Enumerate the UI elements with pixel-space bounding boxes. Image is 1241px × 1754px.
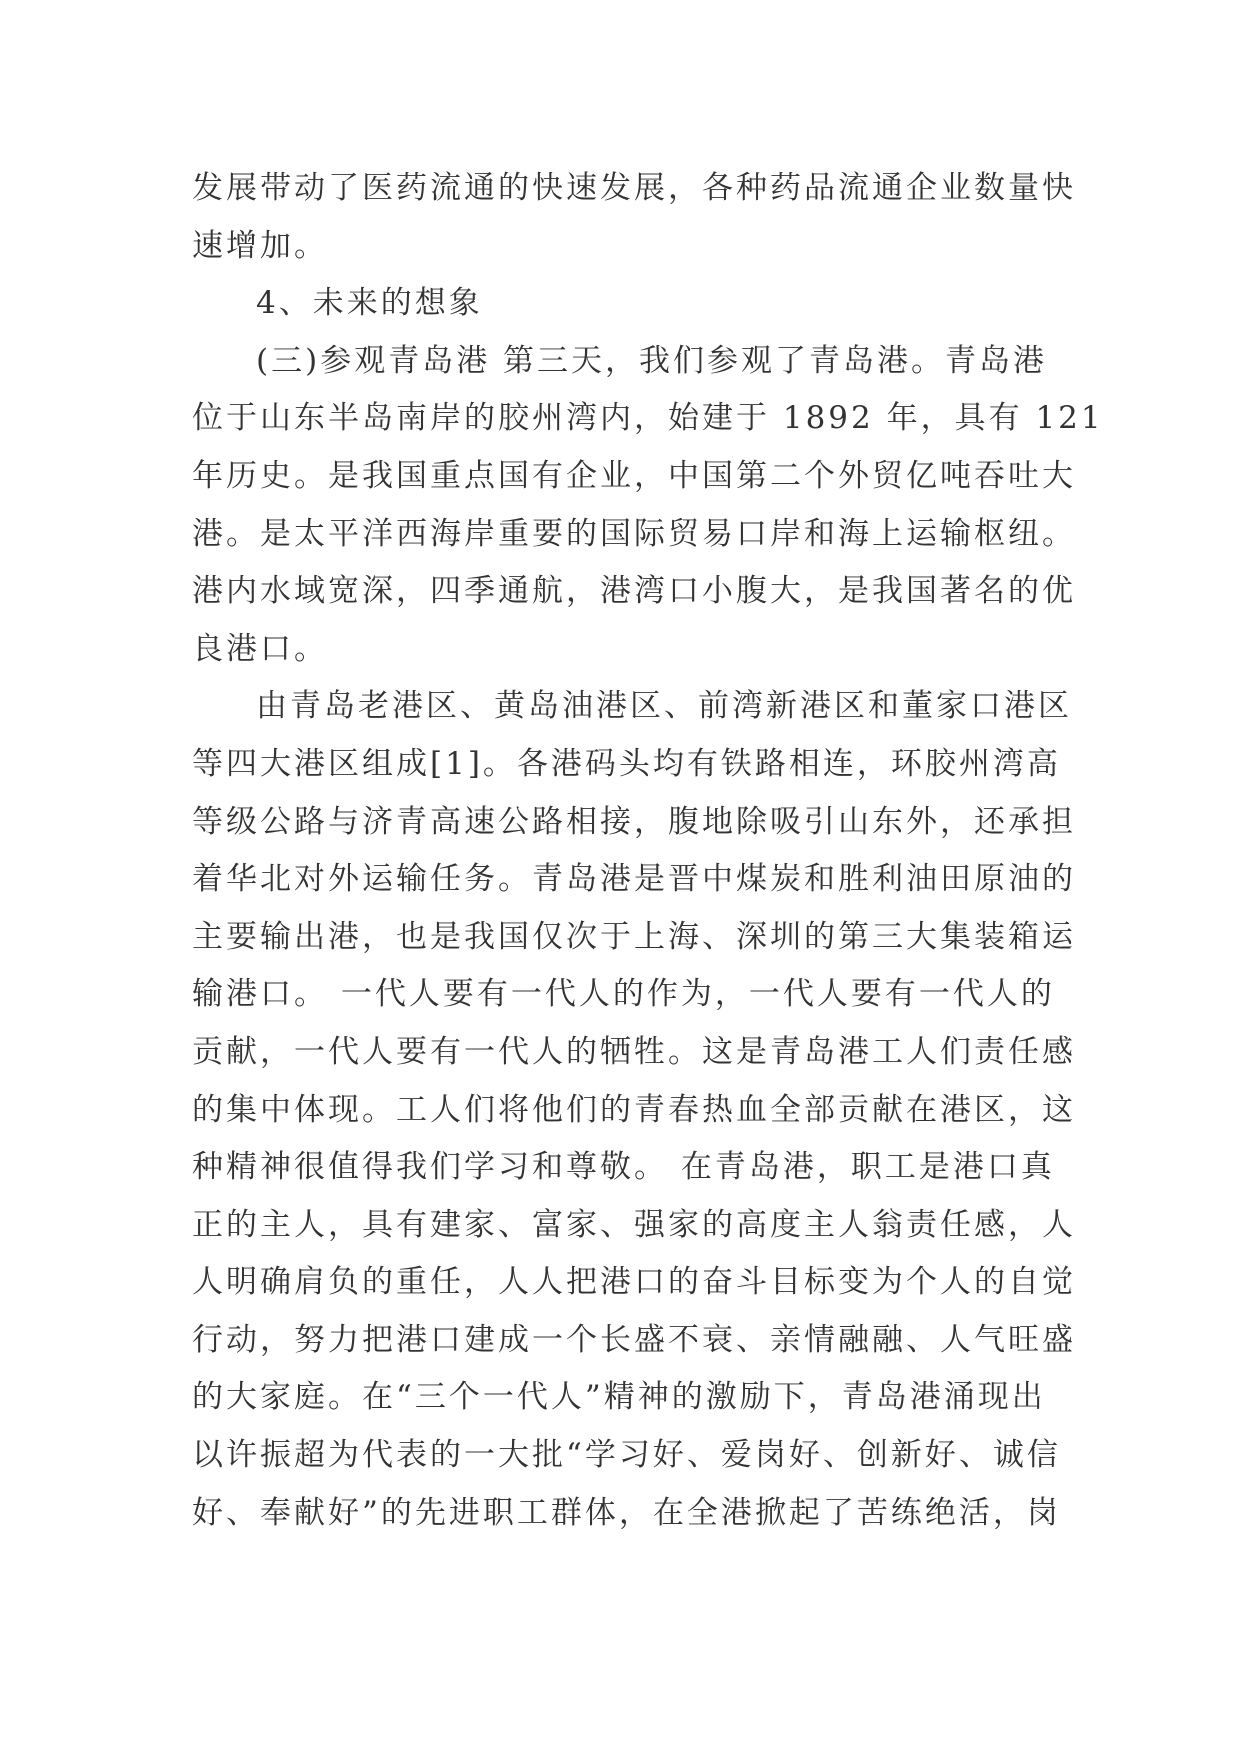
section-heading: 4、未来的想象 — [256, 285, 483, 322]
text-line: 港。是太平洋西海岸重要的国际贸易口岸和海上运输枢纽。 — [192, 515, 1076, 552]
text-line: 速增加。 — [192, 227, 328, 264]
text-line: 行动，努力把港口建成一个长盛不衰、亲情融融、人气旺盛 — [192, 1321, 1076, 1358]
text-line: 位于山东半岛南岸的胶州湾内，始建于 1892 年，具有 121 — [192, 400, 1104, 437]
text-line: 等四大港区组成[1]。各港码头均有铁路相连，环胶州湾高 — [192, 745, 1061, 782]
text-line: 好、奉献好”的先进职工群体，在全港掀起了苦练绝活，岗 — [192, 1494, 1061, 1531]
text-line: 年历史。是我国重点国有企业，中国第二个外贸亿吨吞吐大 — [192, 457, 1076, 494]
text-line: 输港口。 一代人要有一代人的作为，一代人要有一代人的 — [192, 976, 1055, 1013]
text-line: 由青岛老港区、黄岛油港区、前湾新港区和董家口港区 — [256, 688, 1072, 725]
text-line: 的大家庭。在“三个一代人”精神的激励下，青岛港涌现出 — [192, 1379, 1046, 1416]
text-line: 种精神很值得我们学习和尊敬。 在青岛港，职工是港口真 — [192, 1149, 1055, 1186]
text-line: 人明确肩负的重任，人人把港口的奋斗目标变为个人的自觉 — [192, 1264, 1076, 1301]
text-line: 着华北对外运输任务。青岛港是晋中煤炭和胜利油田原油的 — [192, 861, 1076, 898]
text-line: 良港口。 — [192, 630, 328, 667]
text-line: (三)参观青岛港 第三天，我们参观了青岛港。青岛港 — [256, 342, 1048, 379]
document-body — [192, 160, 1104, 1542]
text-line: 以许振超为代表的一大批“学习好、爱岗好、创新好、诚信 — [192, 1437, 1061, 1474]
text-line: 的集中体现。工人们将他们的青春热血全部贡献在港区，这 — [192, 1091, 1076, 1128]
text-line: 主要输出港，也是我国仅次于上海、深圳的第三大集装箱运 — [192, 918, 1076, 955]
text-line: 发展带动了医药流通的快速发展，各种药品流通企业数量快 — [192, 170, 1076, 206]
text-line: 等级公路与济青高速公路相接，腹地除吸引山东外，还承担 — [192, 803, 1076, 840]
text-line: 港内水域宽深，四季通航，港湾口小腹大，是我国著名的优 — [192, 573, 1076, 610]
text-line: 正的主人，具有建家、富家、强家的高度主人翁责任感，人 — [192, 1206, 1076, 1243]
text-line: 贡献，一代人要有一代人的牺牲。这是青岛港工人们责任感 — [192, 1033, 1076, 1070]
